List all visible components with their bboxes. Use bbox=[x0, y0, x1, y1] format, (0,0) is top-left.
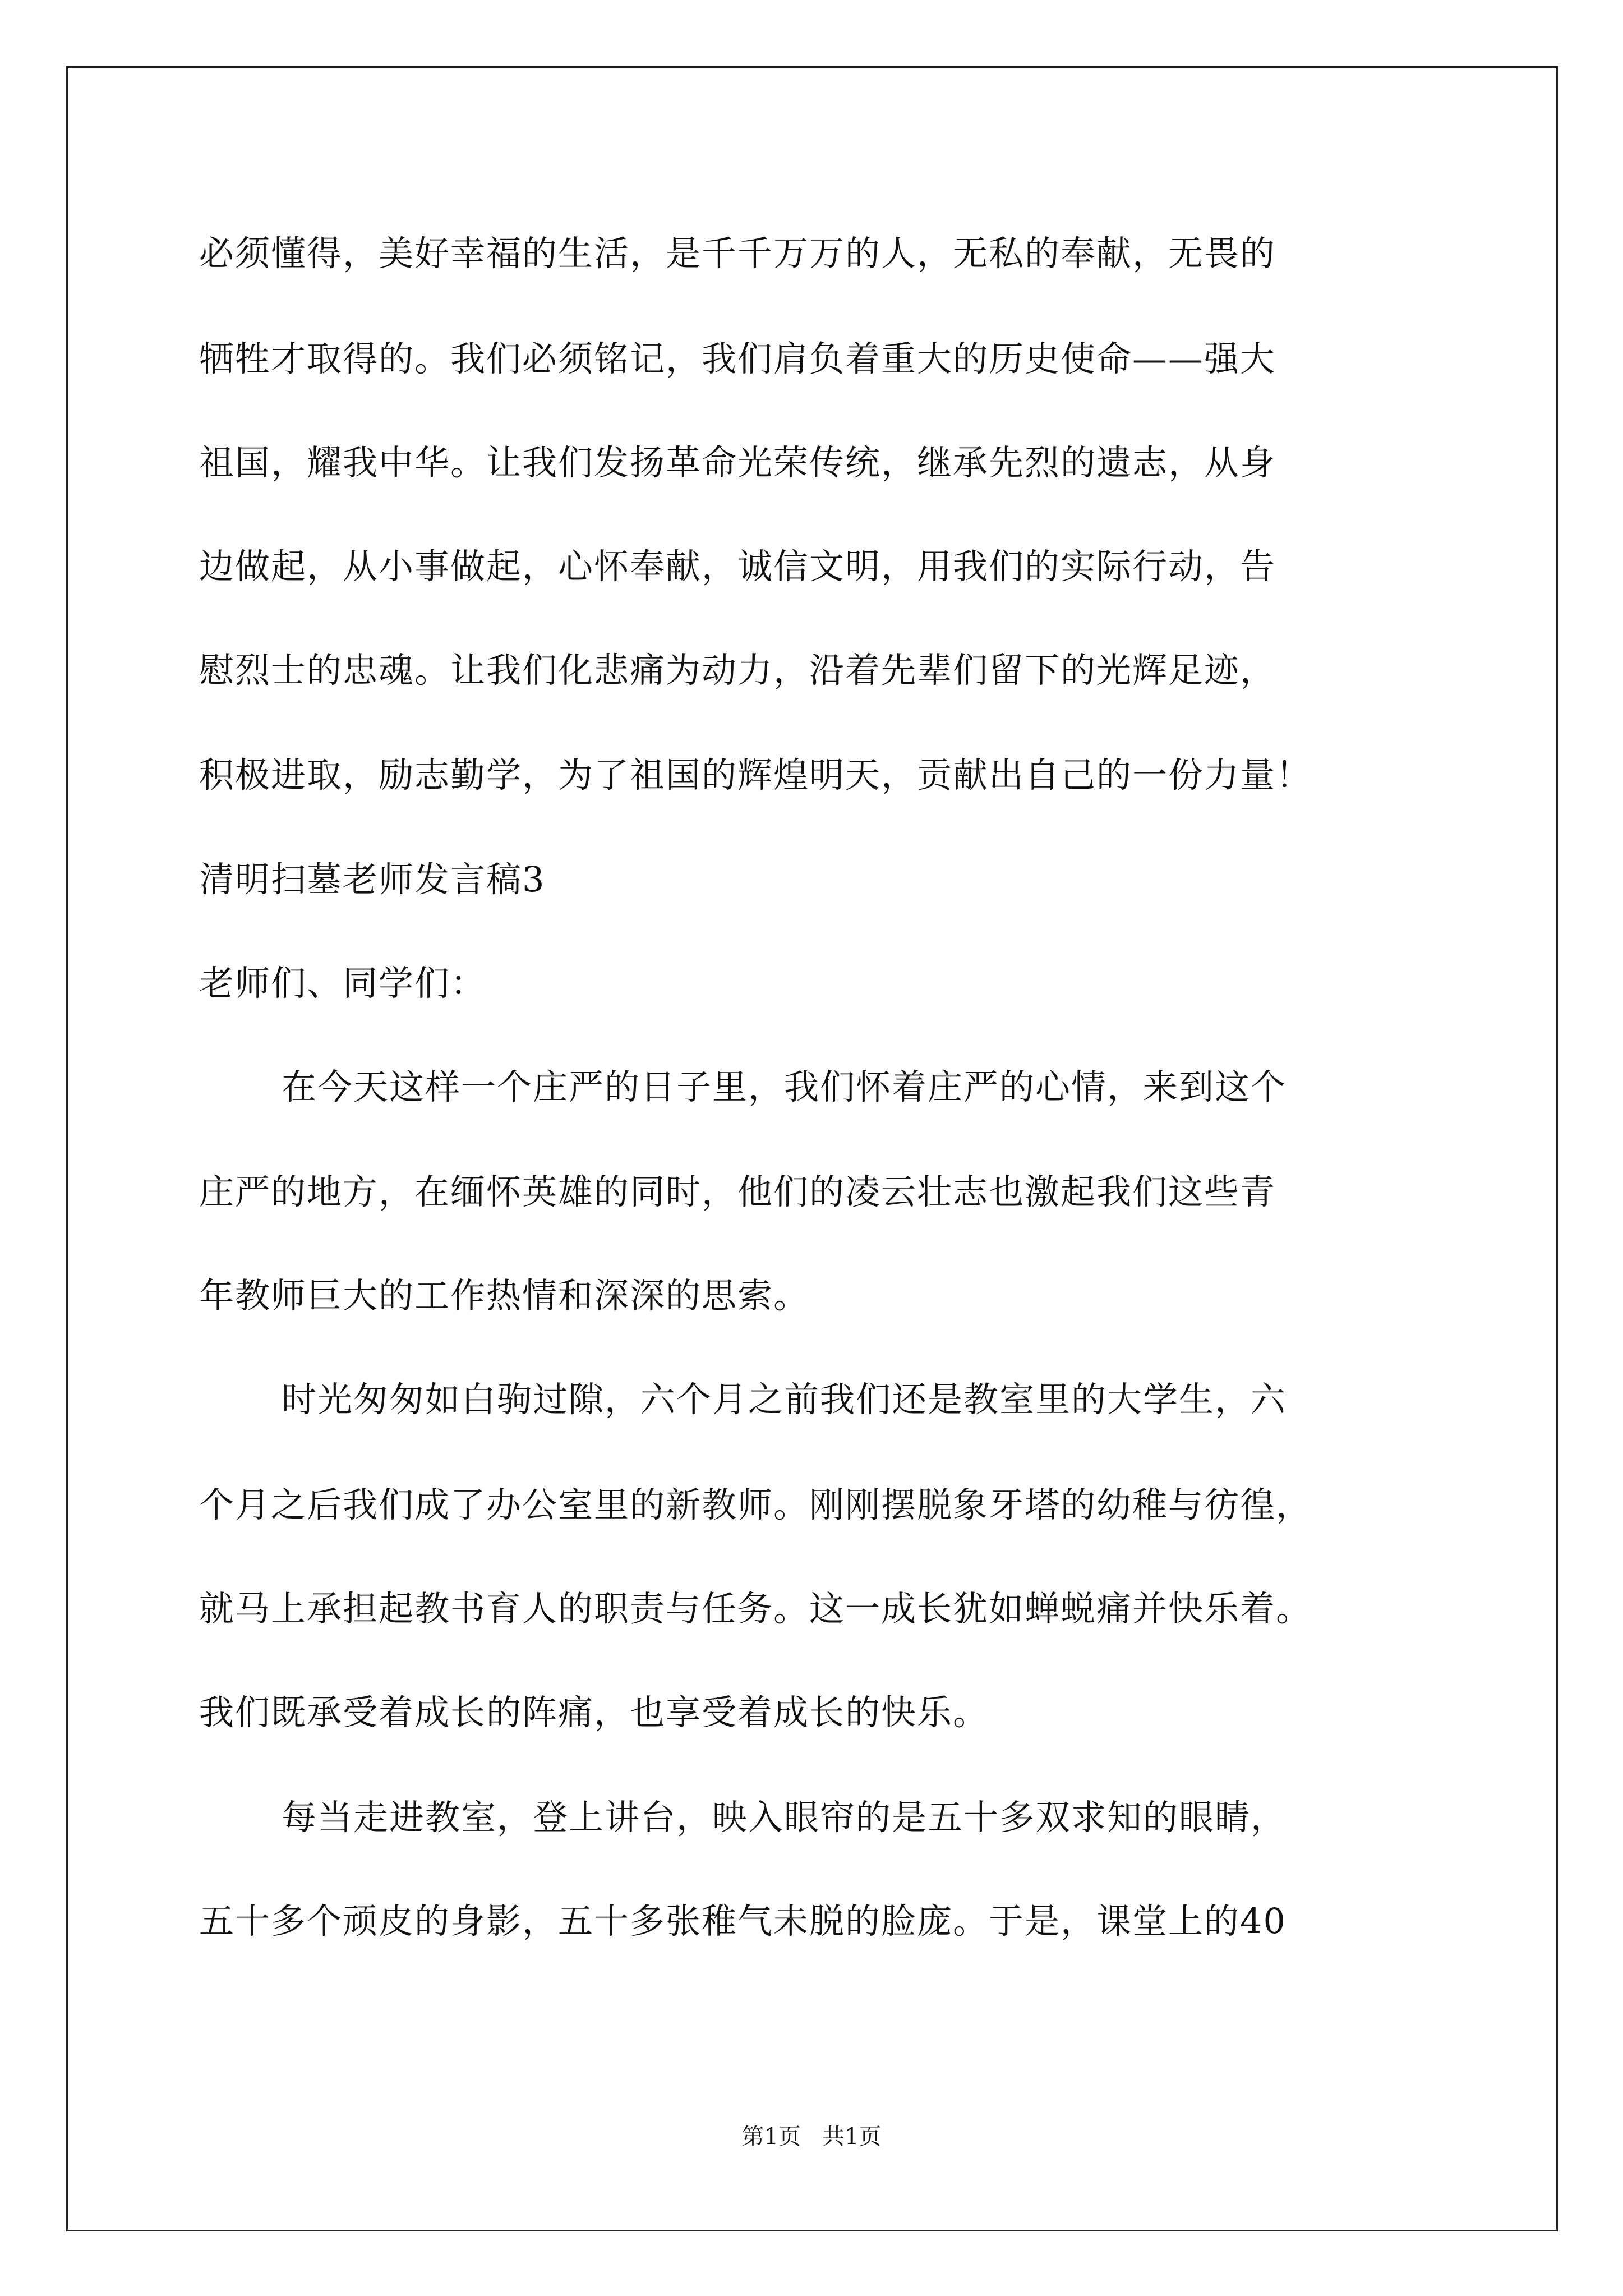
body-line: 每当走进教室，登上讲台，映入眼帘的是五十多双求知的眼睛， bbox=[282, 1797, 1287, 1838]
body-line: 牺牲才取得的。我们必须铭记，我们肩负着重大的历史使命——强大 bbox=[199, 338, 1276, 379]
body-line: 个月之后我们成了办公室里的新教师。刚刚摆脱象牙塔的幼稚与彷徨， bbox=[199, 1484, 1312, 1525]
salutation: 老师们、同学们： bbox=[199, 963, 487, 1004]
body-line: 在今天这样一个庄严的日子里，我们怀着庄严的心情，来到这个 bbox=[282, 1066, 1287, 1107]
body-line: 边做起，从小事做起，心怀奉献，诚信文明，用我们的实际行动，告 bbox=[199, 546, 1276, 587]
body-line: 必须懂得，美好幸福的生活，是千千万万的人，无私的奉献，无畏的 bbox=[199, 233, 1276, 274]
body-line: 时光匆匆如白驹过隙，六个月之前我们还是教室里的大学生，六 bbox=[282, 1379, 1287, 1420]
body-line: 慰烈士的忠魂。让我们化悲痛为动力，沿着先辈们留下的光辉足迹， bbox=[199, 650, 1276, 691]
body-line: 就马上承担起教书育人的职责与任务。这一成长犹如蝉蜕痛并快乐着。 bbox=[199, 1588, 1312, 1629]
body-line: 祖国，耀我中华。让我们发扬革命光荣传统，继承先烈的遗志，从身 bbox=[199, 442, 1276, 483]
body-line: 我们既承受着成长的阵痛，也享受着成长的快乐。 bbox=[199, 1692, 989, 1733]
body-line: 年教师巨大的工作热情和深深的思索。 bbox=[199, 1275, 810, 1316]
body-line: 庄严的地方，在缅怀英雄的同时，他们的凌云壮志也激起我们这些青 bbox=[199, 1171, 1276, 1212]
body-line: 积极进取，励志勤学，为了祖国的辉煌明天，贡献出自己的一份力量！ bbox=[199, 754, 1312, 795]
section-heading: 清明扫墓老师发言稿3 bbox=[199, 859, 546, 900]
page-footer: 第1页 共1页 bbox=[741, 2124, 882, 2150]
body-line: 五十多个顽皮的身影，五十多张稚气未脱的脸庞。于是，课堂上的40 bbox=[199, 1901, 1287, 1941]
